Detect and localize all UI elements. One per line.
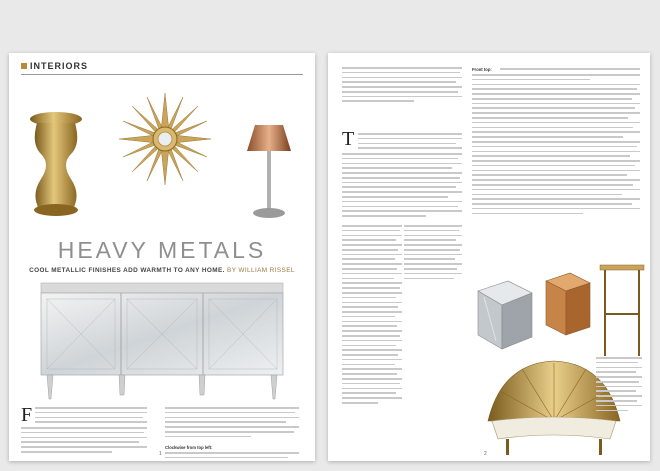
right-column-1b-narrow-text — [404, 225, 462, 279]
section-label — [21, 61, 88, 71]
mirrored-sideboard-image — [39, 281, 285, 401]
left-page — [9, 53, 315, 461]
section-marker-icon — [21, 63, 27, 69]
left-column-2-text — [165, 407, 299, 437]
byline: BY WILLIAM RISSEL — [227, 267, 295, 274]
right-column-1-text — [358, 133, 462, 149]
left-column-1-text-continued — [21, 427, 147, 453]
right-column-1-text-continued — [342, 153, 462, 217]
drop-cap: F — [21, 404, 33, 426]
subtitle-text: COOL METALLIC FINISHES ADD WARMTH TO ANY HOME. — [29, 267, 225, 274]
caption-label: Clockwise from top left: — [165, 445, 213, 450]
gold-side-table-image — [29, 109, 84, 219]
page-number-left: 1 — [159, 451, 162, 457]
article-subtitle — [9, 267, 315, 274]
gold-console-table-image — [598, 261, 646, 357]
header-rule — [21, 74, 303, 75]
mirror-cube-table-image — [474, 275, 536, 353]
page-number-right: 2 — [484, 451, 487, 457]
left-column-1-text — [35, 407, 147, 423]
article-title: HEAVY METALS — [57, 237, 267, 263]
copper-cube-table-image — [542, 269, 594, 339]
drop-cap-right: T — [342, 128, 355, 150]
section-label-text: INTERIORS — [30, 61, 89, 71]
sunburst-mirror-image — [117, 91, 213, 187]
caption-text — [165, 452, 299, 458]
right-column-2-text — [472, 74, 640, 214]
copper-table-lamp-image — [245, 121, 293, 221]
right-column-1-narrow-text — [342, 225, 402, 404]
front-caption-label: Front top: — [472, 67, 492, 72]
right-page — [328, 53, 650, 461]
right-column-1-top-text — [342, 67, 462, 102]
front-caption-text — [500, 68, 640, 70]
right-column-2-wrap-text — [596, 357, 642, 411]
